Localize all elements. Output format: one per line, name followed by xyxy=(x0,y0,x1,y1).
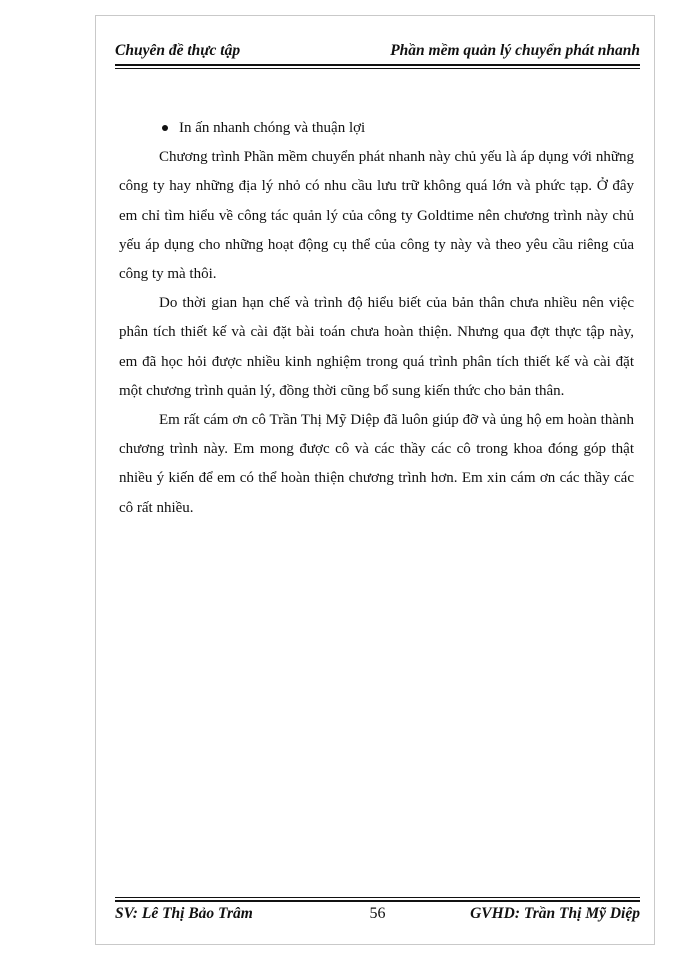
page-footer xyxy=(115,903,640,927)
header-rule-thin xyxy=(115,68,640,69)
bullet-text: In ấn nhanh chóng và thuận lợi xyxy=(179,120,366,136)
header-project-title: Phần mềm quản lý chuyển phát nhanh xyxy=(390,42,640,59)
header-course-title: Chuyên đề thực tập xyxy=(115,42,241,59)
page-header xyxy=(115,38,640,62)
footer-advisor-name: GVHD: Trần Thị Mỹ Diệp xyxy=(470,905,640,922)
footer-student-name: SV: Lê Thị Bảo Trâm xyxy=(115,905,253,922)
footer-rule-thin xyxy=(115,897,640,898)
document-body xyxy=(119,114,634,523)
paragraph-scope: Chương trình Phần mềm chuyển phát nhanh này chủ yếu là áp dụng với những công ty hay những địa lý nhỏ có nhu cầu lưu trữ không quá lớn và phức tạp. Ở đây em chỉ tìm hiểu về công tác quản lý của công ty Goldtime nên chương trình này chủ yếu áp dụng cho những hoạt động cụ thể của công ty này và theo yêu cầu riêng của công ty mà thôi. xyxy=(119,149,634,283)
page-number: 56 xyxy=(369,905,386,922)
footer-rule-thick xyxy=(115,900,640,902)
paragraph-limitations: Do thời gian hạn chế và trình độ hiểu biết của bản thân chưa nhiều nên việc phân tích thiết kế và cài đặt bài toán chưa hoàn thiện. Nhưng qua đợt thực tập này, em đã học hỏi được nhiều kinh nghiệm trong quá trình phân tích thiết kế và cài đặt một chương trình quản lý, đồng thời cũng bổ sung kiến thức cho bản thân. xyxy=(119,295,634,399)
header-rule-thick xyxy=(115,64,640,66)
bullet-dot-icon xyxy=(162,125,168,131)
paragraph-thanks: Em rất cám ơn cô Trần Thị Mỹ Diệp đã luôn giúp đỡ và ủng hộ em hoàn thành chương trình này. Em mong được cô và các thầy các cô trong khoa đóng góp thật nhiều ý kiến để em có thể hoàn thiện chương trình hơn. Em xin cám ơn các thầy các cô rất nhiều. xyxy=(119,412,634,516)
bullet-item xyxy=(119,114,634,143)
